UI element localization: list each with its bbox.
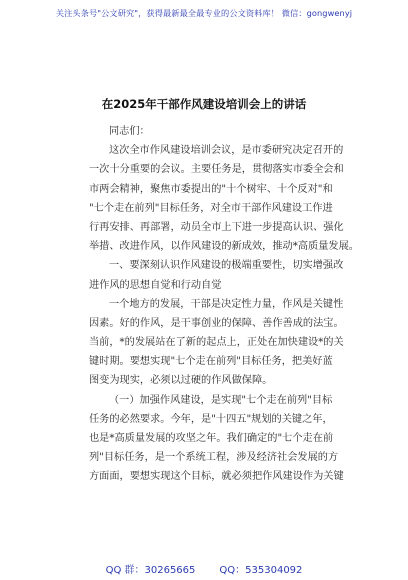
paragraph-line: 也是*高质量发展的攻坚之年。我们确定的"七个走在前: [89, 433, 334, 444]
salutation: 同志们：: [109, 126, 150, 137]
qq-group-number: QQ 群：30265665: [105, 565, 196, 576]
paragraph-line: 因素。好的作风，是干事创业的保障、善作善成的法宝。: [89, 317, 344, 329]
paragraph-line: 市两会精神，聚焦市委提出的"十个树牢、十个反对"和: [89, 183, 333, 195]
paragraph-line: 图变为现实，必须以过硬的作风做保障。: [89, 375, 273, 387]
section-heading-line: 一、要深刻认识作风建设的极端重要性，切实增强改: [109, 260, 344, 272]
document-title: 在2025年干部作风建设培训会上的讲话: [101, 97, 307, 111]
paragraph-line: 列"目标任务，是一个系统工程，涉及经济社会发展的方: [89, 452, 339, 464]
section-heading-line: 进作风的思想自觉和行动自觉: [89, 279, 222, 291]
paragraph-line: 举措、改进作风，以作风建设的新成效，推动*高质量发展。: [89, 241, 359, 253]
header-notice: 关注头条号"公文研究"，获得最新最全最专业的公文资料库！ 微信：gongwenyj: [55, 8, 353, 18]
paragraph-line: 键时期。要想实现"七个走在前列"目标任务，把美好蓝: [89, 356, 333, 368]
paragraph-line: 任务的必然要求。今年，是"十四五"规划的关键之年，: [89, 413, 333, 425]
paragraph-line: 一次十分重要的会议。主要任务是，贯彻落实市委全会和: [89, 164, 344, 176]
paragraph-line: 方面面，要想实现这个目标，就必须把作风建设作为关键: [89, 471, 344, 483]
paragraph-line: 这次全市作风建设培训会议，是市委研究决定召开的: [109, 145, 344, 157]
paragraph-line: 行再安排、再部署，动员全市上下进一步提高认识、强化: [89, 221, 344, 233]
footer-contact: [0, 561, 408, 576]
document-body: [89, 122, 359, 487]
paragraph-line: 当前，*的发展站在了新的起点上，正处在加快建设*的关: [89, 337, 344, 349]
paragraph-line: "七个走在前列"目标任务，对全市干部作风建设工作进: [89, 202, 333, 214]
qq-number: QQ：535304092: [219, 565, 303, 576]
paragraph-line: 一个地方的发展，干部是决定性力量，作风是关键性: [109, 298, 344, 310]
subsection-line: （一）加强作风建设，是实现"七个走在前列"目标: [109, 394, 333, 406]
